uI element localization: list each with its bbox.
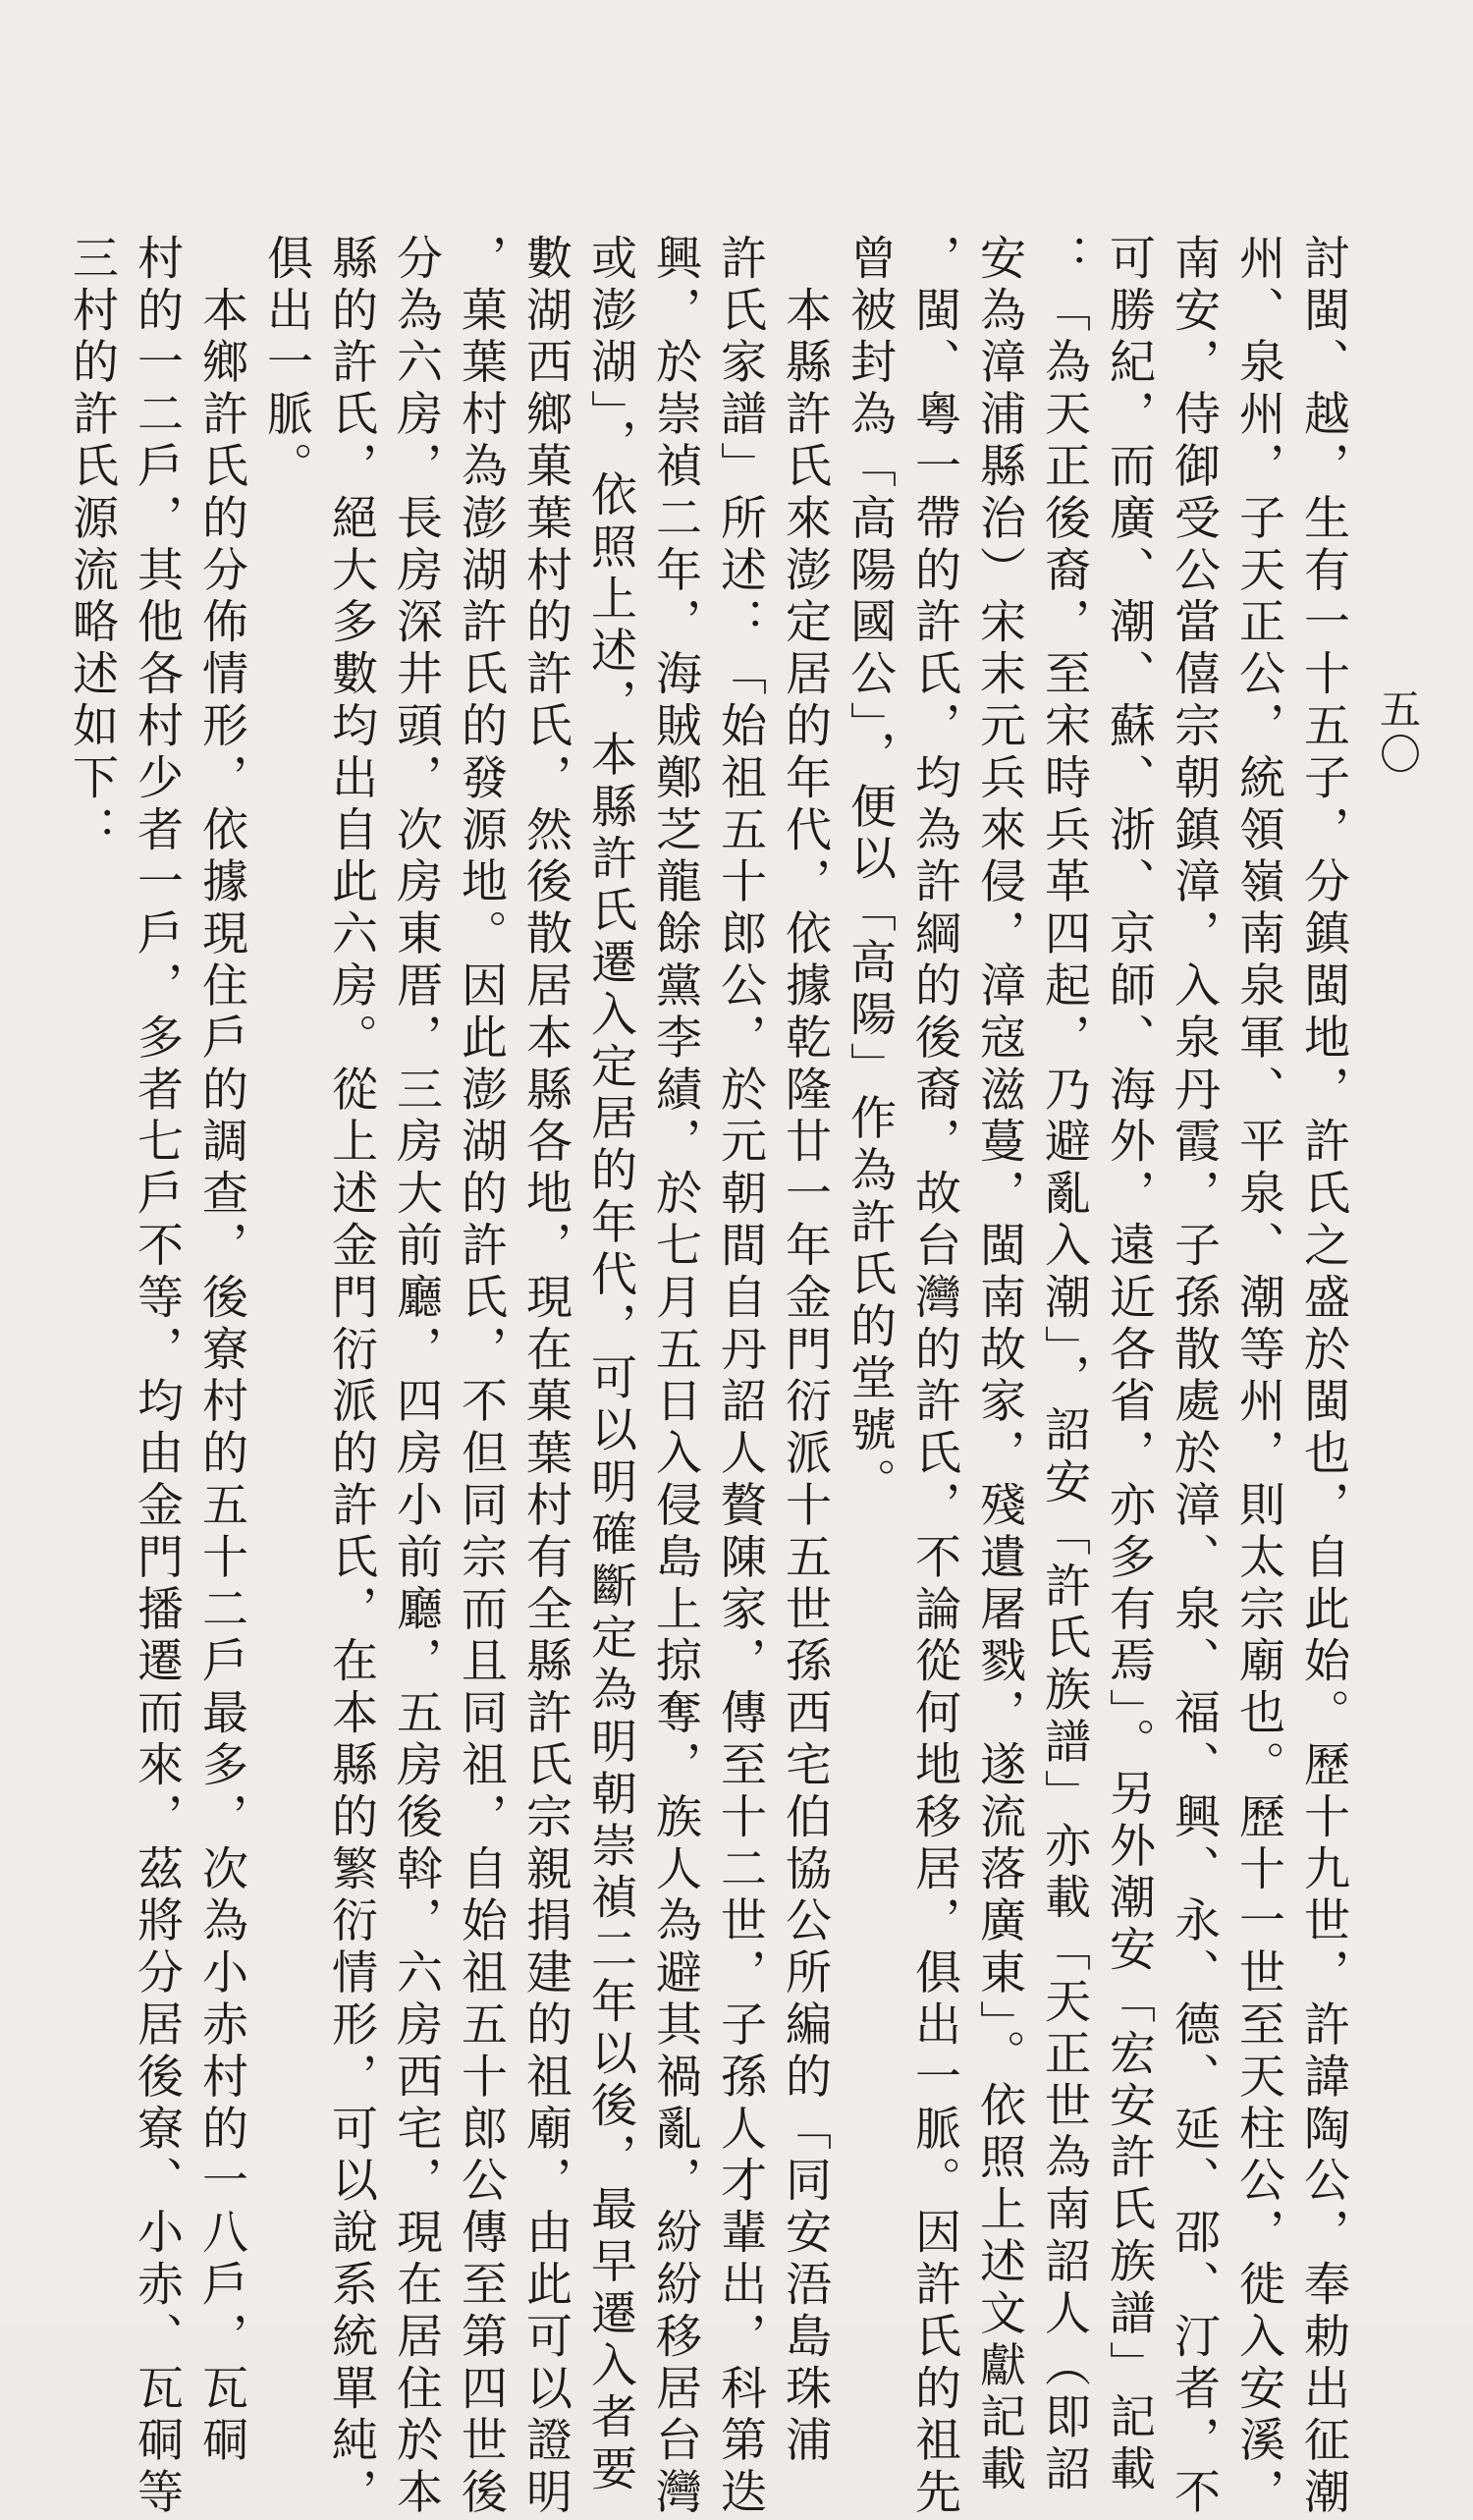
text-column: 曾被封為「高陽國公」，便以「高陽」作為許氏的堂號。: [843, 234, 897, 1509]
body-text: [59, 234, 1355, 2520]
text-column: 討閩、越，生有一十五子，分鎮閩地，許氏之盛於閩也，自此始。歷十九世，許諱陶公，奉勅出征潮: [1296, 234, 1350, 2520]
text-column: ，閩、粵一帶的許氏，均為許綱的後裔，故台灣的許氏，不論從何地移居，俱出一脈。因許氏的祖先: [907, 234, 961, 2520]
text-column: ，菓葉村為澎湖許氏的發源地。因此澎湖的許氏，不但同宗而且同祖，自始祖五十郎公傳至第四世後: [454, 234, 508, 2520]
text-column: 興，於崇禎二年，海賊鄭芝龍餘黨李績，於七月五日入侵島上掠奪，族人為避其禍亂，紛紛移居台灣: [648, 234, 702, 2520]
text-column: 三村的許氏源流略述如下：: [65, 234, 119, 857]
page-number: 五〇: [1374, 687, 1422, 778]
text-column: 分為六房，長房深井頭，次房東厝，三房大前廳，四房小前廳，五房後斡，六房西宅，現在居住於本: [389, 234, 443, 2520]
text-column: 村的一二戶，其他各村少者一戶，多者七戶不等，均由金門播遷而來，茲將分居後寮、小赤、瓦硐等: [130, 234, 184, 2520]
text-column: 州、泉州，子天正公，統領嶺南泉軍、平泉、潮等州，則太宗廟也。歷十一世至天柱公，徙入安溪，: [1231, 234, 1285, 2520]
text-column: 安為漳浦縣治）宋末元兵來侵，漳寇滋蔓，閩南故家，殘遺屠戮，遂流落廣東」。依照上述文獻記載: [972, 234, 1026, 2497]
text-column: 許氏家譜」所述：「始祖五十郎公，於元朝間自丹詔人贅陳家，傳至十二世，子孫人才輩出，科第迭: [713, 234, 767, 2520]
text-column: 俱出一脈。: [259, 234, 313, 494]
text-column: 本鄉許氏的分佈情形，依據現住戶的調查，後寮村的五十二戶最多，次為小赤村的一八戶，瓦硐: [194, 234, 248, 2468]
text-column: 南安，侍御受公當僖宗朝鎮漳，入泉丹霞，子孫散處於漳、泉、福、興、永、德、延、邵、汀者，不: [1167, 234, 1221, 2520]
text-column: 縣的許氏，絕大多數均出自此六房。從上述金門衍派的許氏，在本縣的繁衍情形，可以說系統單純，: [324, 234, 378, 2520]
text-column: 可勝紀，而廣、潮、蘇、浙、京師、海外，遠近各省，亦多有焉」。另外潮安「宏安許氏族譜」記載: [1102, 234, 1156, 2497]
text-column: 數湖西鄉菓葉村的許氏，然後散居本縣各地，現在菓葉村有全縣許氏宗親捐建的祖廟，由此可以證明: [518, 234, 573, 2520]
text-column: 本縣許氏來澎定居的年代，依據乾隆廿一年金門衍派十五世孫西宅伯協公所編的「同安浯島珠浦: [778, 234, 832, 2468]
text-column: 或澎湖」，依照上述，本縣許氏遷入定居的年代，可以明確斷定為明朝崇禎二年以後，最早遷入者要: [583, 234, 637, 2497]
text-column: ：「為天正後裔，至宋時兵革四起，乃避亂入潮」，詔安「許氏族譜」亦載「天正世為南詔人（即詔: [1037, 234, 1091, 2497]
